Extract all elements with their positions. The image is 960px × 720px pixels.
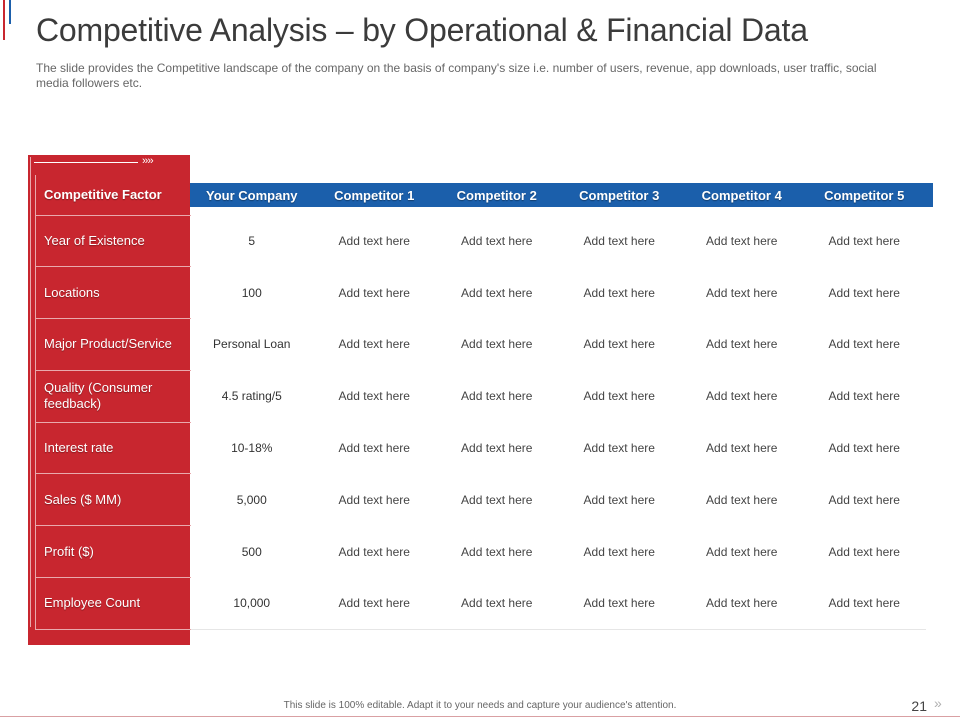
- table-cell: Add text here: [338, 285, 410, 300]
- header-competitor-2: Competitor 2: [456, 187, 537, 203]
- table-cell: Add text here: [706, 544, 778, 559]
- header-competitor-1: Competitor 1: [334, 187, 415, 203]
- table-row: [36, 474, 926, 526]
- table-cell: Add text here: [461, 285, 533, 300]
- table-cell: Add text here: [706, 441, 778, 456]
- accent-bar-blue: [9, 0, 11, 24]
- table-cell: Add text here: [461, 337, 533, 352]
- table-cell: Add text here: [338, 492, 410, 507]
- factor-label: Interest rate: [36, 422, 191, 474]
- table-cell: Add text here: [583, 285, 655, 300]
- table-row: [36, 370, 926, 422]
- table-cell: 500: [241, 544, 262, 559]
- table-cell: Add text here: [461, 233, 533, 248]
- table-cell: Add text here: [461, 544, 533, 559]
- table-cell: Add text here: [828, 233, 900, 248]
- table-cell: Add text here: [803, 578, 926, 630]
- footer-divider: [0, 716, 960, 717]
- table-cell: Add text here: [338, 337, 410, 352]
- header-competitor-5: Competitor 5: [824, 187, 905, 203]
- table-cell: Add text here: [828, 441, 900, 456]
- table-row: [36, 422, 926, 474]
- title-accent-bars: [3, 0, 11, 40]
- table-cell: Add text here: [583, 233, 655, 248]
- table-cell: Add text here: [583, 337, 655, 352]
- table-cell: 10-18%: [231, 441, 273, 456]
- table-cell: Add text here: [436, 578, 559, 630]
- table-cell: Add text here: [338, 233, 410, 248]
- table-cell: Add text here: [338, 544, 410, 559]
- factor-label: Locations: [36, 267, 191, 319]
- table-cell: 100: [241, 285, 262, 300]
- table-cell: Add text here: [706, 285, 778, 300]
- table-cell: Add text here: [583, 441, 655, 456]
- table-row: [36, 578, 926, 630]
- chevrons-decoration: ››››: [142, 155, 153, 167]
- table-cell: 10,000: [191, 578, 314, 630]
- table-cell: Add text here: [706, 492, 778, 507]
- table-cell: Add text here: [828, 492, 900, 507]
- footer-note: This slide is 100% editable. Adapt it to your needs and capture your audience's attention.: [283, 700, 677, 711]
- table-row: [36, 526, 926, 578]
- table-cell: Add text here: [583, 544, 655, 559]
- table-cell: Add text here: [828, 337, 900, 352]
- header-your-company: Your Company: [206, 187, 298, 203]
- table-cell: Add text here: [461, 441, 533, 456]
- header-competitor-4: Competitor 4: [701, 187, 782, 203]
- table-cell: Add text here: [828, 544, 900, 559]
- table-cell: Add text here: [558, 578, 681, 630]
- accent-bar-red: [3, 0, 5, 40]
- next-slide-icon[interactable]: »: [934, 695, 942, 711]
- table-cell: 5,000: [236, 492, 267, 507]
- table-cell: Add text here: [338, 441, 410, 456]
- table-cell: 4.5 rating/5: [221, 389, 282, 404]
- factor-label: Sales ($ MM): [36, 474, 191, 526]
- table-cell: Add text here: [828, 389, 900, 404]
- factor-label: Quality (Consumer feedback): [36, 370, 191, 422]
- factor-label: Profit ($): [36, 526, 191, 578]
- table-cell: 5: [248, 233, 256, 248]
- table-cell: Add text here: [313, 578, 436, 630]
- competitive-analysis-table: [35, 175, 926, 630]
- table-cell: Add text here: [828, 285, 900, 300]
- factor-label: Major Product/Service: [36, 319, 191, 371]
- slide-title: Competitive Analysis – by Operational & Financial Data: [36, 12, 808, 48]
- table-cell: Add text here: [706, 233, 778, 248]
- panel-top-line: [34, 162, 138, 163]
- factor-label: Year of Existence: [36, 215, 191, 267]
- table-cell: Add text here: [706, 389, 778, 404]
- table-cell: Personal Loan: [213, 337, 291, 352]
- table-cell: Add text here: [681, 578, 804, 630]
- factor-label: Employee Count: [36, 578, 191, 630]
- page-number: 21: [911, 698, 927, 714]
- panel-frame-line: [30, 157, 33, 627]
- table-cell: Add text here: [706, 337, 778, 352]
- table-row: [36, 319, 926, 371]
- header-competitive-factor: Competitive Factor: [36, 175, 191, 215]
- table-cell: Add text here: [461, 389, 533, 404]
- table-header-row: [36, 175, 926, 215]
- table-cell: Add text here: [583, 492, 655, 507]
- table-cell: Add text here: [338, 389, 410, 404]
- table-cell: Add text here: [583, 389, 655, 404]
- table-row: [36, 215, 926, 267]
- table-row: [36, 267, 926, 319]
- table-cell: Add text here: [461, 492, 533, 507]
- header-competitor-3: Competitor 3: [579, 187, 660, 203]
- slide-subtitle: The slide provides the Competitive landscape of the company on the basis of company's size i.e. number of users, revenue, app downloads, user traffic, social media followers etc.: [36, 61, 877, 90]
